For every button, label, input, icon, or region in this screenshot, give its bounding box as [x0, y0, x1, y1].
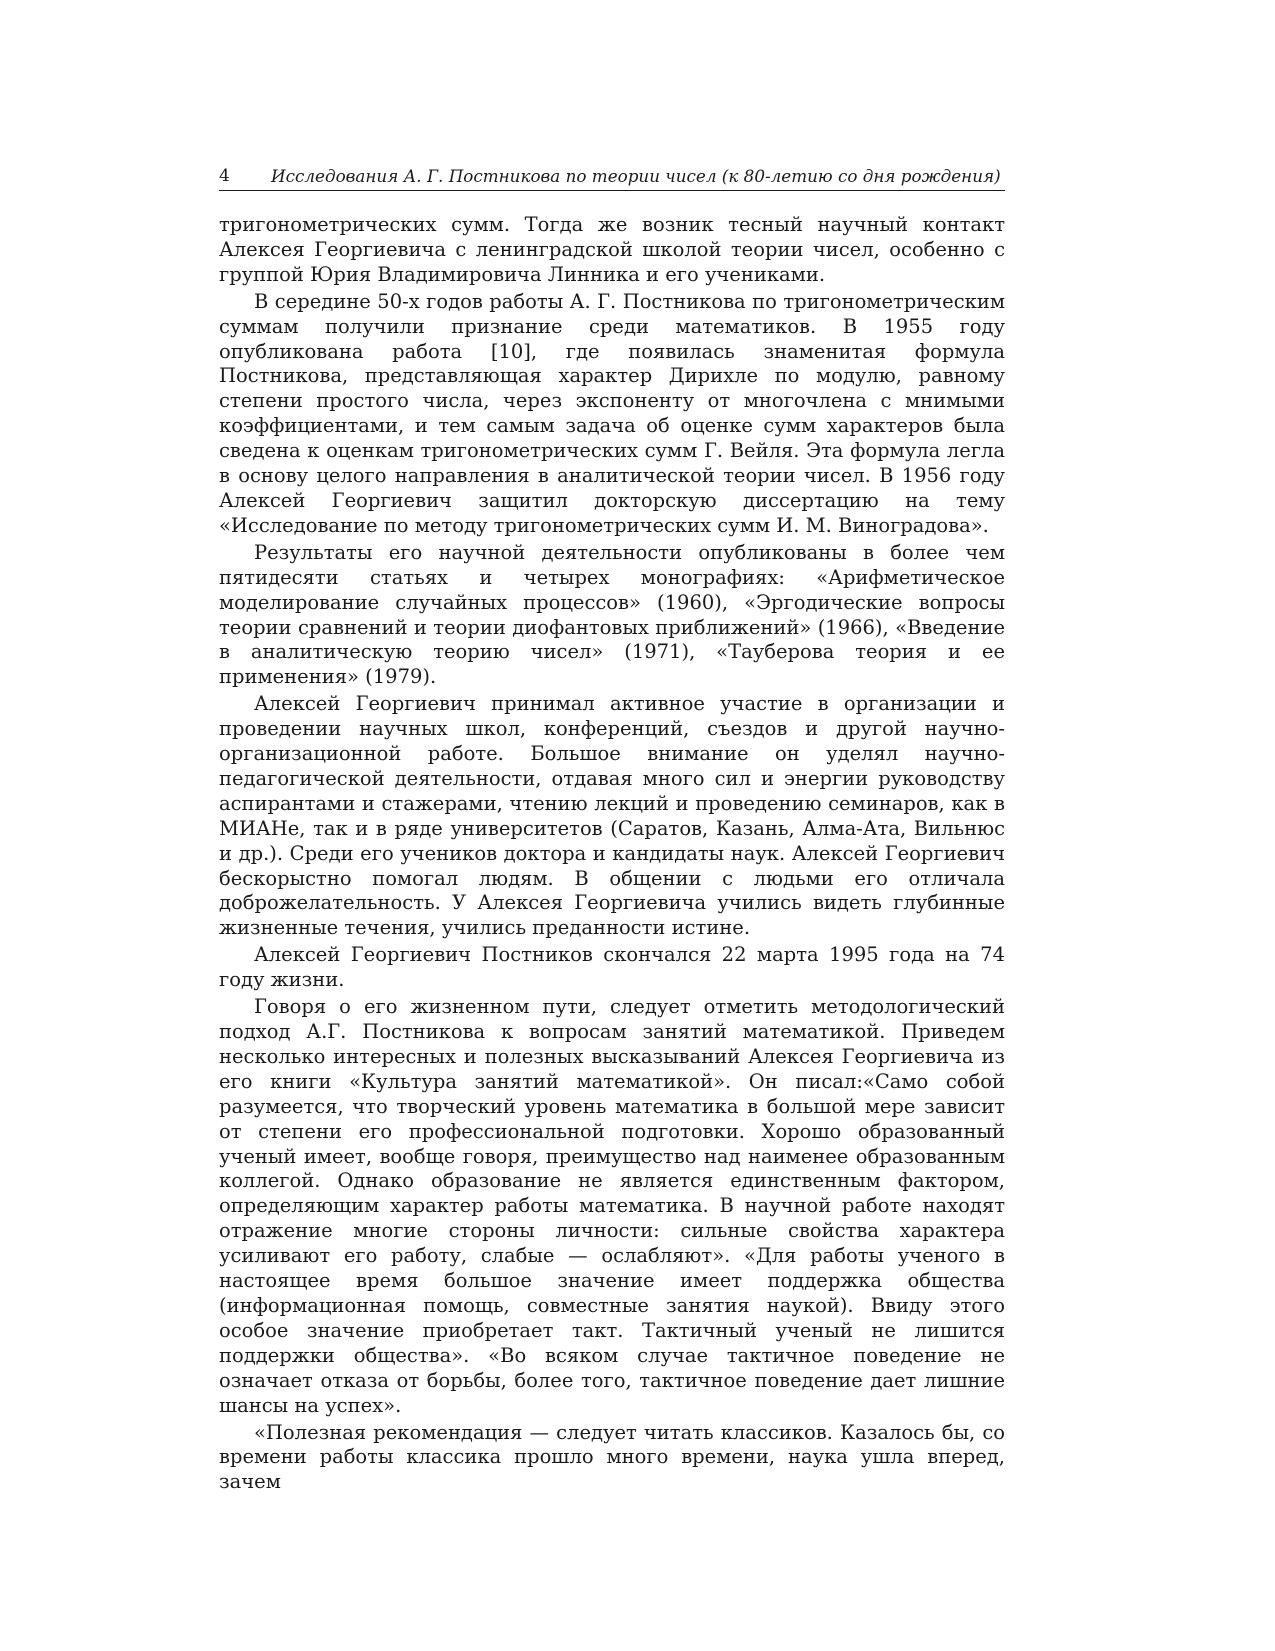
- paragraph: В середине 50-х годов работы А. Г. Постникова по тригонометрическим суммам получили признание среди математиков. В 1955 году опубликована работа [10], где появилась знаменитая формула Постникова, представляющая характер Дирихле по модулю, равному степени простого числа, через экспоненту от многочлена с мнимыми коэффициентами, и тем самым задача об оценке сумм характеров была сведена к оценкам тригонометрических сумм Г. Вейля. Эта формула легла в основу целого направления в аналитической теории чисел. В 1956 году Алексей Георгиевич защитил докторскую диссертацию на тему «Исследование по методу тригонометрических сумм И. М. Виноградова».: [219, 289, 1005, 537]
- paragraph: Говоря о его жизненном пути, следует отметить методологический подход А.Г. Постникова к вопросам занятий математикой. Приведем несколько интересных и полезных высказываний Алексея Георгиевича из его книги «Культура занятий математикой». Он писал:«Само собой разумеется, что творческий уровень математика в большой мере зависит от степени его профессиональной подготовки. Хорошо образованный ученый имеет, вообще говоря, преимущество над наименее образованным коллегой. Однако образование не является единственным фактором, определяющим характер работы математика. В научной работе находят отражение многие стороны личности: сильные свойства характера усиливают его работу, слабые — ослабляют». «Для работы ученого в настоящее время большое значение имеет поддержка общества (информационная помощь, совместные занятия наукой). Ввиду этого особое значение приобретает такт. Тактичный ученый не лишится поддержки общества». «Во всяком случае тактичное поведение не означает отказа от борьбы, более того, тактичное поведение дает лишние шансы на успех».: [219, 995, 1005, 1417]
- running-head: [219, 163, 1005, 191]
- page-number: 4: [219, 166, 230, 186]
- body-text: [219, 213, 1005, 1495]
- paragraph: Результаты его научной деятельности опубликованы в более чем пятидесяти статьях и четырех монографиях: «Арифметическое моделирование случайных процессов» (1960), «Эргодические вопросы теории сравнений и теории диофантовых приближений» (1966), «Введение в аналитическую теорию чисел» (1971), «Тауберова теория и ее применения» (1979).: [219, 540, 1005, 689]
- running-head-title: Исследования А. Г. Постникова по теории чисел (к 80-летию со дня рождения): [271, 166, 1001, 186]
- paragraph: Алексей Георгиевич Постников скончался 22 марта 1995 года на 74 году жизни.: [219, 943, 1005, 992]
- paragraph-continuation: тригонометрических сумм. Тогда же возник тесный научный контакт Алексея Георгиевича с ленинградской школой теории чисел, особенно с группой Юрия Владимировича Линника и его учениками.: [219, 213, 1005, 286]
- paragraph: Алексей Георгиевич принимал активное участие в организации и проведении научных школ, конференций, съездов и другой научно-организационной работе. Большое внимание он уделял научно-педагогической деятельности, отдавая много сил и энергии руководству аспирантами и стажерами, чтению лекций и проведению семинаров, как в МИАНе, так и в ряде университетов (Саратов, Казань, Алма-Ата, Вильнюс и др.). Среди его учеников доктора и кандидаты наук. Алексей Георгиевич бескорыстно помогал людям. В общении с людьми его отличала доброжелательность. У Алексея Георгиевича учились видеть глубинные жизненные течения, учились преданности истине.: [219, 692, 1005, 940]
- paragraph: «Полезная рекомендация — следует читать классиков. Казалось бы, со времени работы классика прошло много времени, наука ушла вперед, зачем: [219, 1420, 1005, 1494]
